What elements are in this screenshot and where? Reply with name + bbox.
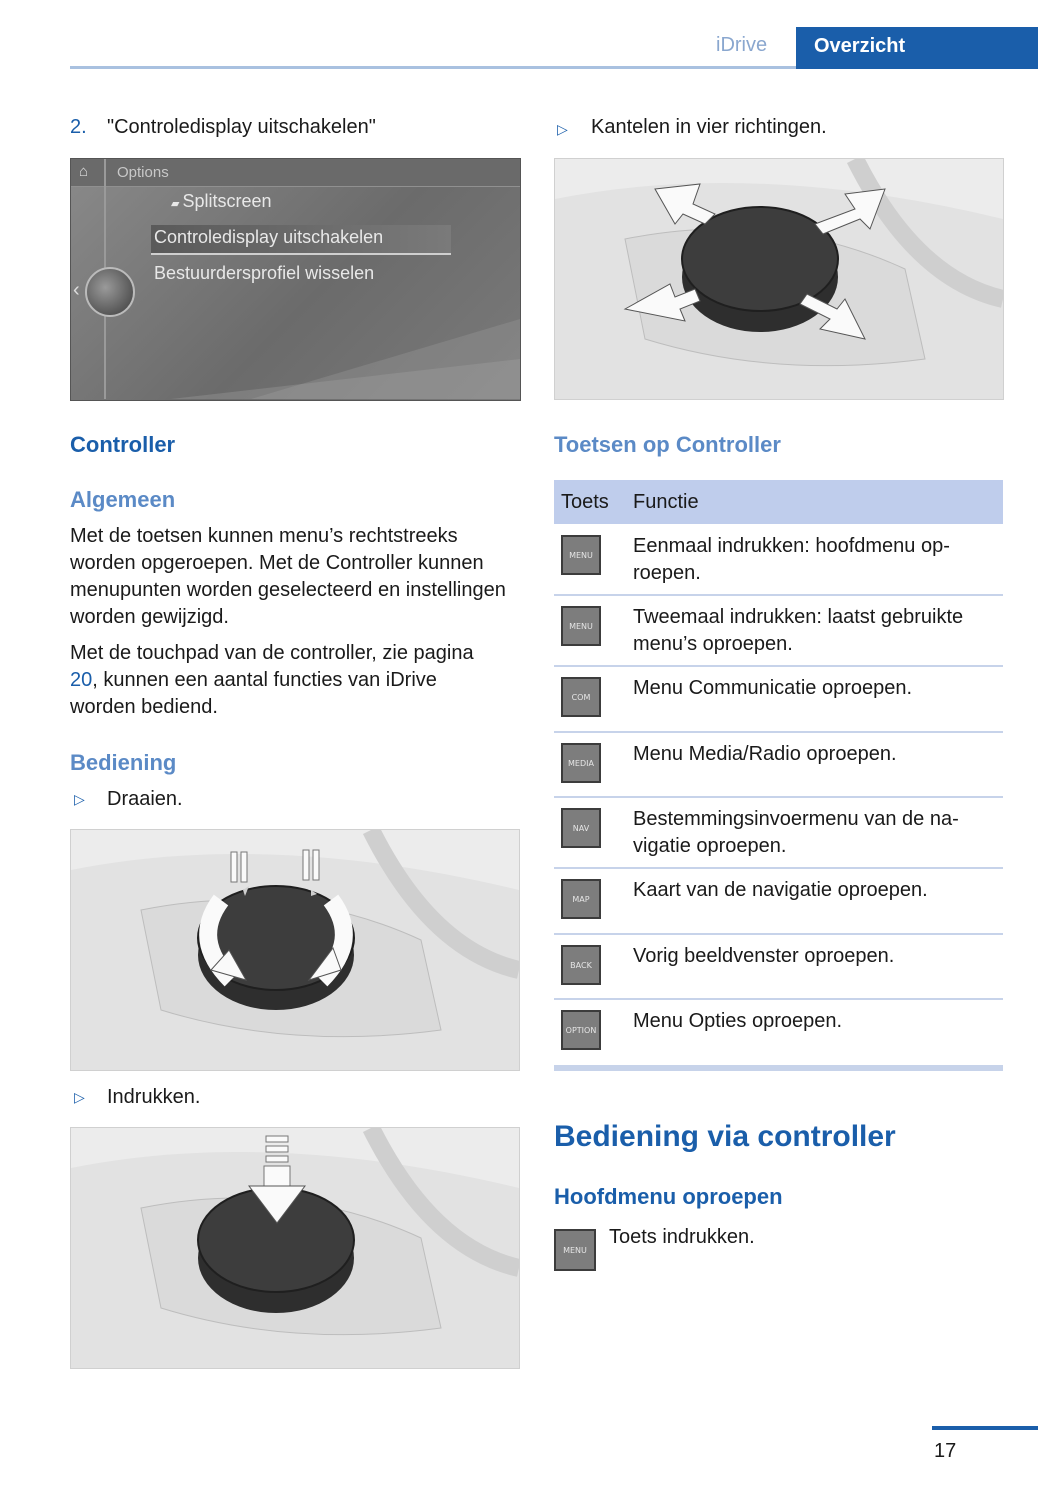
col-header-toets: Toets	[561, 491, 609, 513]
bullet-triangle-icon: ▷	[74, 1089, 85, 1105]
table-row	[554, 935, 1003, 1000]
table-row	[554, 596, 1003, 667]
table-bottom-rule	[554, 1065, 1003, 1071]
options-screen-image	[70, 158, 521, 401]
rotate-drawing	[71, 830, 519, 1070]
paragraph-touchpad: Met de touchpad van de controller, zie pagina 20, kunnen een aantal functies van iDrive worden bediend.	[70, 642, 474, 718]
header-chapter-tab	[796, 27, 1038, 69]
map-key-icon: MAP	[561, 879, 601, 919]
row-function: Menu Opties oproepen.	[633, 1010, 843, 1032]
tilt-illustration	[554, 158, 1004, 400]
bullet-draaien: Draaien.	[107, 788, 183, 810]
row-function: Vorig beeldvenster oproepen.	[633, 945, 895, 967]
screen-light-rays	[71, 159, 520, 400]
header-section: iDrive	[716, 34, 768, 56]
heading-bediening-controller: Bediening via controller	[554, 1120, 896, 1153]
table-row	[554, 1000, 1003, 1064]
screen-item-splitscreen: ▰ Splitscreen	[171, 191, 272, 211]
menu-key-icon: MENU	[561, 535, 601, 575]
row-function: Tweemaal indrukken: laatst gebruikte menu’s oproepen.	[633, 606, 964, 655]
press-drawing	[71, 1128, 519, 1368]
screen-item-profiel: Bestuurdersprofiel wisselen	[154, 263, 375, 283]
footer-rule	[932, 1426, 1038, 1430]
press-illustration	[70, 1127, 520, 1369]
home-icon: ⌂	[79, 163, 89, 180]
page-number: 17	[934, 1440, 957, 1462]
nav-key-icon: NAV	[561, 808, 601, 848]
heading-bediening: Bediening	[70, 750, 177, 775]
row-function: Eenmaal indrukken: hoofdmenu oproepen.	[633, 535, 950, 584]
table-row	[554, 733, 1003, 798]
step-text: "Controledisplay uitschakelen"	[107, 116, 376, 138]
row-function: Bestemmingsinvoermenu van de navigatie oproepen.	[633, 808, 959, 857]
heading-hoofdmenu: Hoofdmenu oproepen	[554, 1184, 783, 1209]
row-function: Menu Communicatie oproepen.	[633, 677, 913, 699]
rotate-illustration	[70, 829, 520, 1071]
bullet-kantelen: Kantelen in vier richtingen.	[591, 116, 827, 138]
toets-indrukken-text: Toets indrukken.	[609, 1226, 755, 1248]
heading-algemeen: Algemeen	[70, 487, 176, 512]
page-link[interactable]: 20	[70, 669, 93, 691]
bullet-indrukken: Indrukken.	[107, 1086, 201, 1108]
row-function: Menu Media/Radio oproepen.	[633, 743, 897, 765]
step-number: 2.	[70, 116, 87, 138]
chevron-left-icon: ‹	[73, 279, 80, 301]
tilt-drawing	[555, 159, 1003, 399]
com-key-icon: COM	[561, 677, 601, 717]
table-header	[554, 480, 1003, 524]
heading-controller: Controller	[70, 432, 176, 457]
header-chapter: Overzicht	[814, 35, 906, 57]
screen-item-controledisplay: Controledisplay uitschakelen	[154, 227, 384, 247]
media-key-icon: MEDIA	[561, 743, 601, 783]
table-row	[554, 667, 1003, 733]
heading-toetsen: Toetsen op Controller	[554, 432, 781, 457]
paragraph-algemeen: Met de toetsen kunnen menu’s rechtstreeks worden opgeroepen. Met de Controller kunnen menupunten worden geselecteerd en instellingen worden gewijzigd.	[70, 525, 506, 628]
bullet-triangle-icon: ▷	[557, 121, 568, 137]
screen-title: Options	[117, 164, 169, 181]
table-row	[554, 869, 1003, 935]
menu-key-icon: MENU	[554, 1229, 596, 1271]
col-header-functie: Functie	[633, 491, 699, 513]
table-row	[554, 525, 1003, 596]
option-key-icon: OPTION	[561, 1010, 601, 1050]
row-function: Kaart van de navigatie oproepen.	[633, 879, 928, 901]
bullet-triangle-icon: ▷	[74, 791, 85, 807]
back-key-icon: BACK	[561, 945, 601, 985]
table-row	[554, 798, 1003, 869]
menu-key-icon: MENU	[561, 606, 601, 646]
